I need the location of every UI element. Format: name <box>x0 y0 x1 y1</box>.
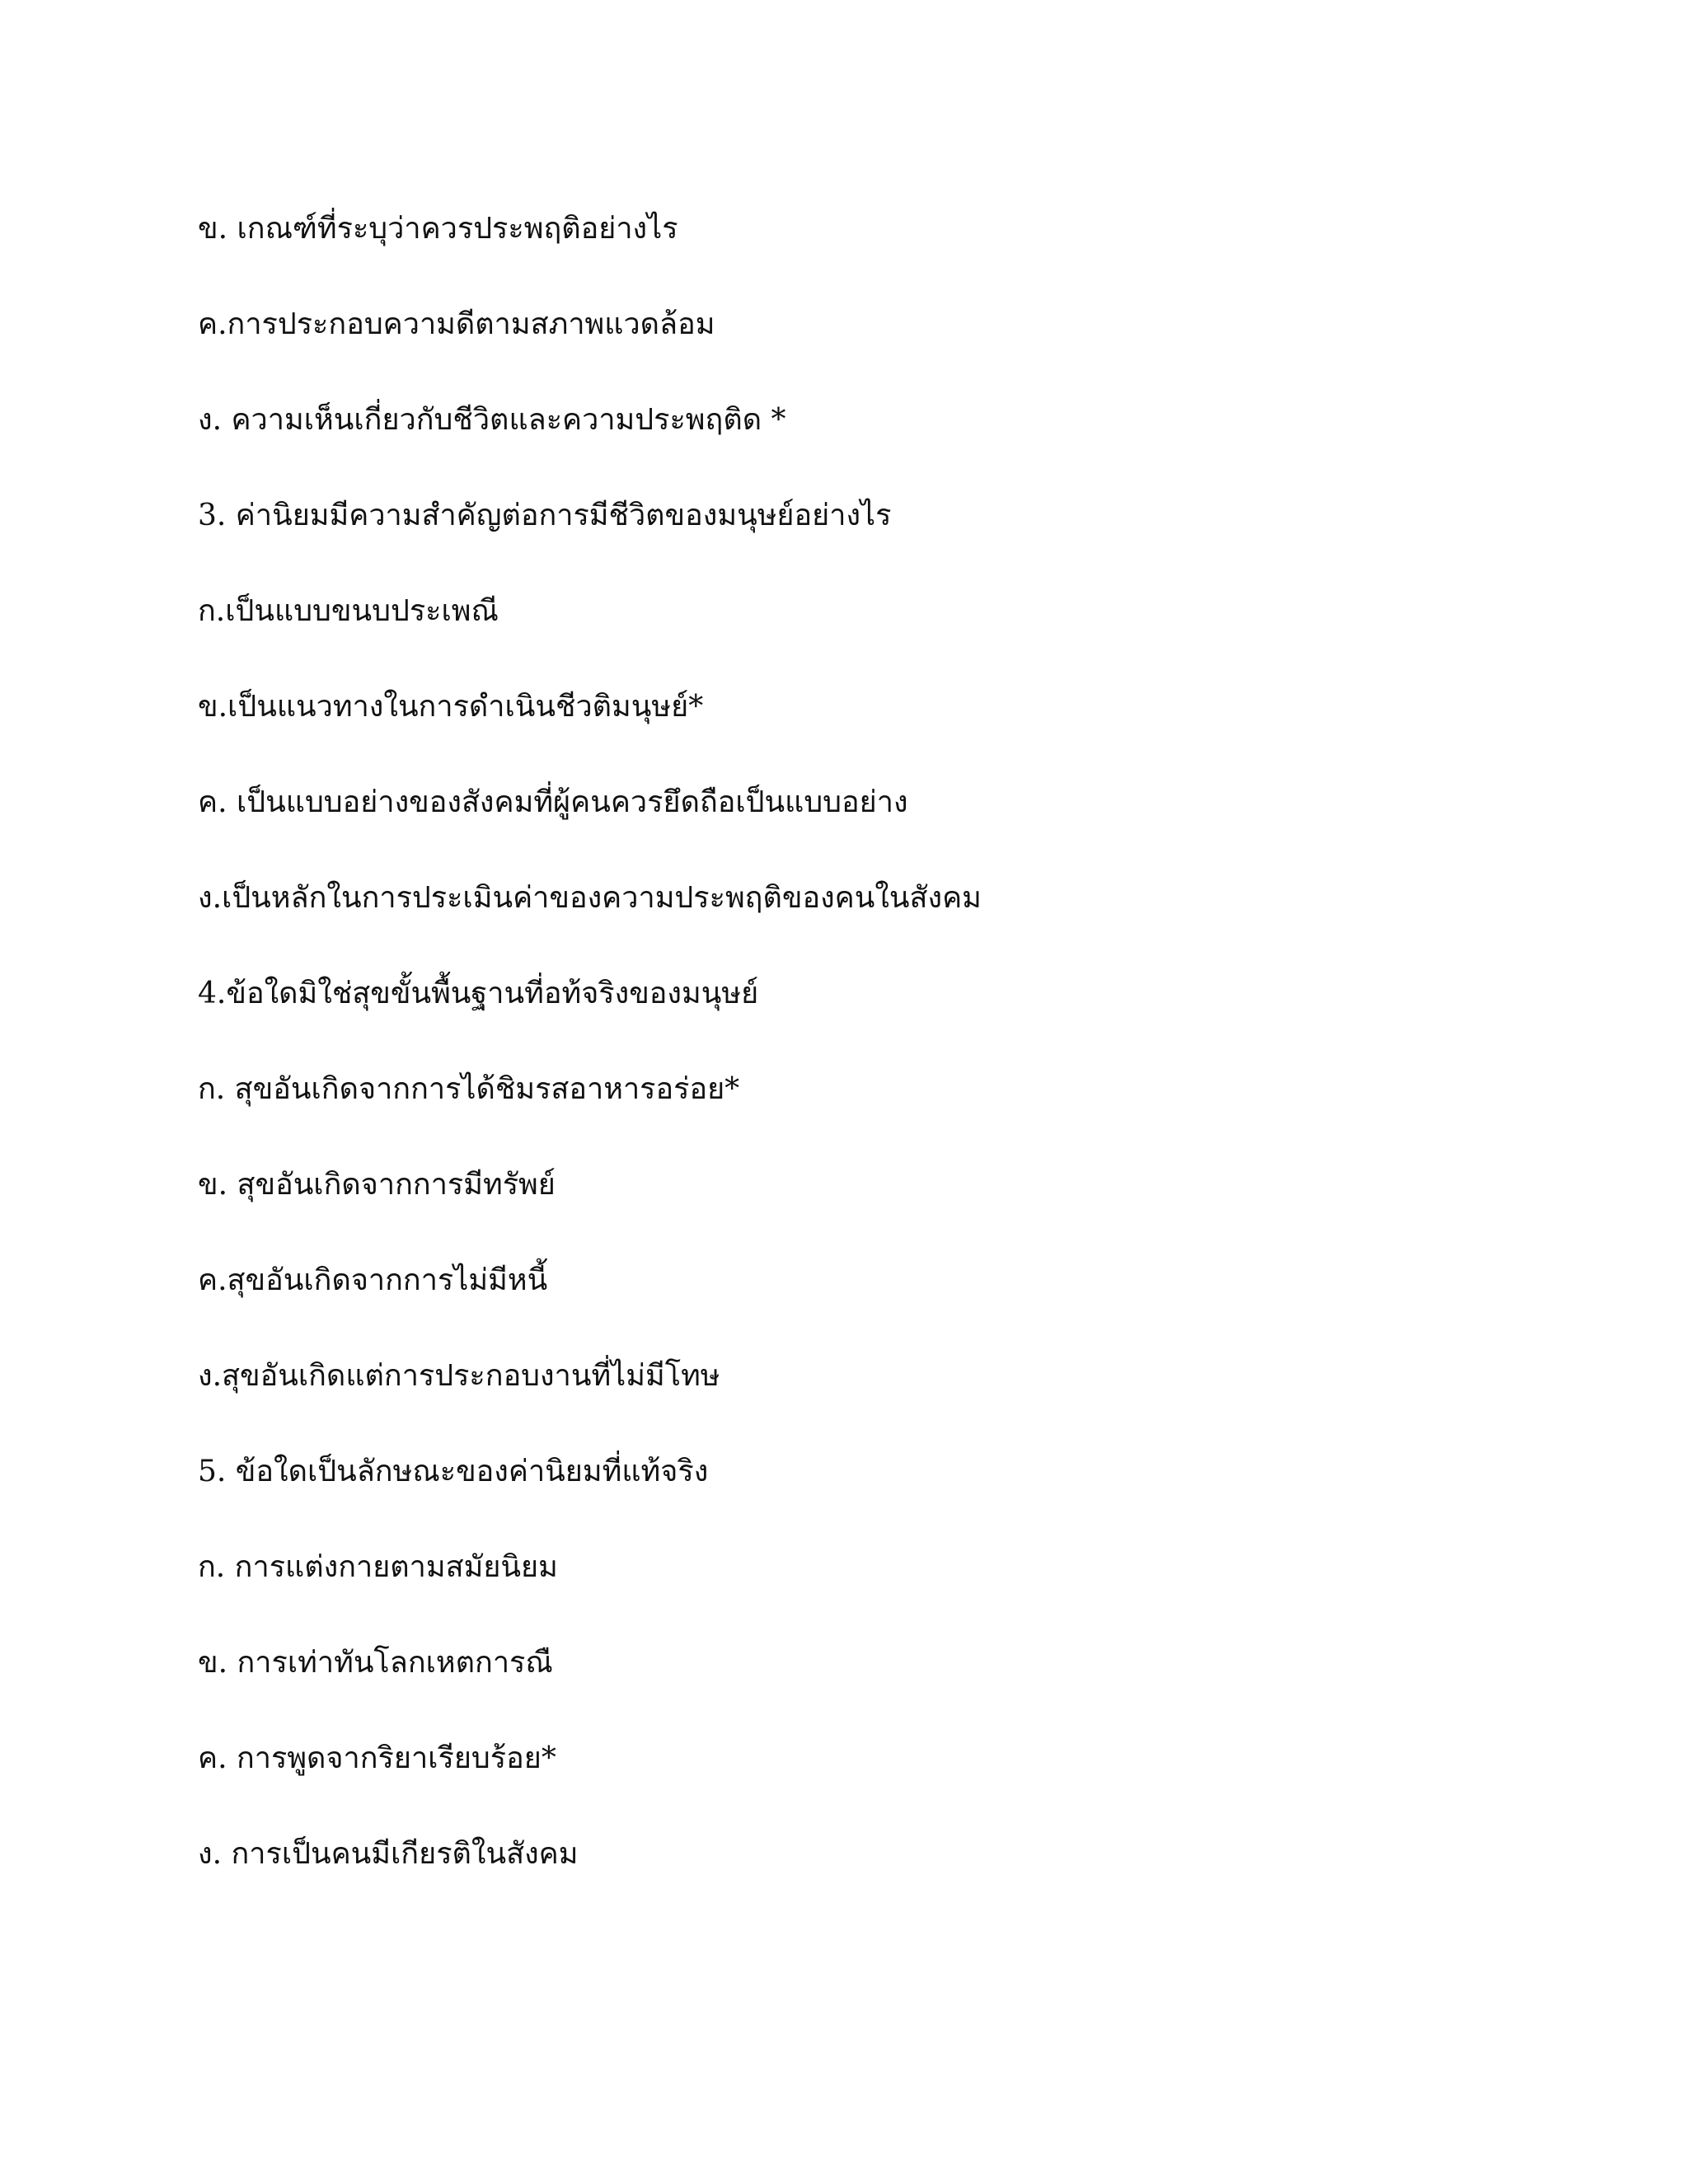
answer-option-b: ข. เกณฑ์ที่ระบุว่าควรประพฤติอย่างไร <box>198 212 678 246</box>
answer-option-b: ข. การเท่าทันโลกเหตการณื <box>198 1646 553 1680</box>
question-5: 5. ข้อใดเป็นลักษณะของค่านิยมที่แท้จริง <box>198 1455 709 1488</box>
answer-option-b: ข. สุขอันเกิดจากการมีทรัพย์ <box>198 1168 556 1202</box>
answer-option-b: ข.เป็นแนวทางในการดำเนินชีวติมนุษย์* <box>198 690 704 724</box>
document-body <box>198 204 1550 1925</box>
answer-option-d: ง. การเป็นคนมีเกียรติในสังคม <box>198 1837 579 1871</box>
answer-option-d: ง. ความเห็นเกี่ยวกับชีวิตและความประพฤติด * <box>198 403 786 437</box>
answer-option-c: ค.สุขอันเกิดจากการไม่มีหนี้ <box>198 1263 548 1297</box>
question-3: 3. ค่านิยมมีความสำคัญต่อการมีชีวิตของมนุษย์อย่างไร <box>198 499 892 532</box>
answer-option-d: ง.สุขอันเกิดแต่การประกอบงานที่ไม่มีโทษ <box>198 1359 720 1393</box>
answer-option-c: ค.การประกอบความดีตามสภาพแวดล้อม <box>198 307 715 341</box>
answer-option-d: ง.เป็นหลักในการประเมินค่าของความประพฤติของคนในสังคม <box>198 881 982 915</box>
answer-option-a: ก. การแต่งกายตามสมัยนิยม <box>198 1550 558 1584</box>
question-4: 4.ข้อใดมิใช่สุขขั้นพื้นฐานที่อท้จริงของมนุษย์ <box>198 977 759 1010</box>
answer-option-a: ก.เป็นแบบขนบประเพณี <box>198 594 499 628</box>
answer-option-c: ค. เป็นแบบอย่างของสังคมที่ผู้คนควรยึดถือเป็นแบบอย่าง <box>198 785 908 819</box>
answer-option-c: ค. การพูดจากริยาเรียบร้อย* <box>198 1741 556 1775</box>
answer-option-a: ก. สุขอันเกิดจากการได้ชิมรสอาหารอร่อย* <box>198 1072 740 1106</box>
